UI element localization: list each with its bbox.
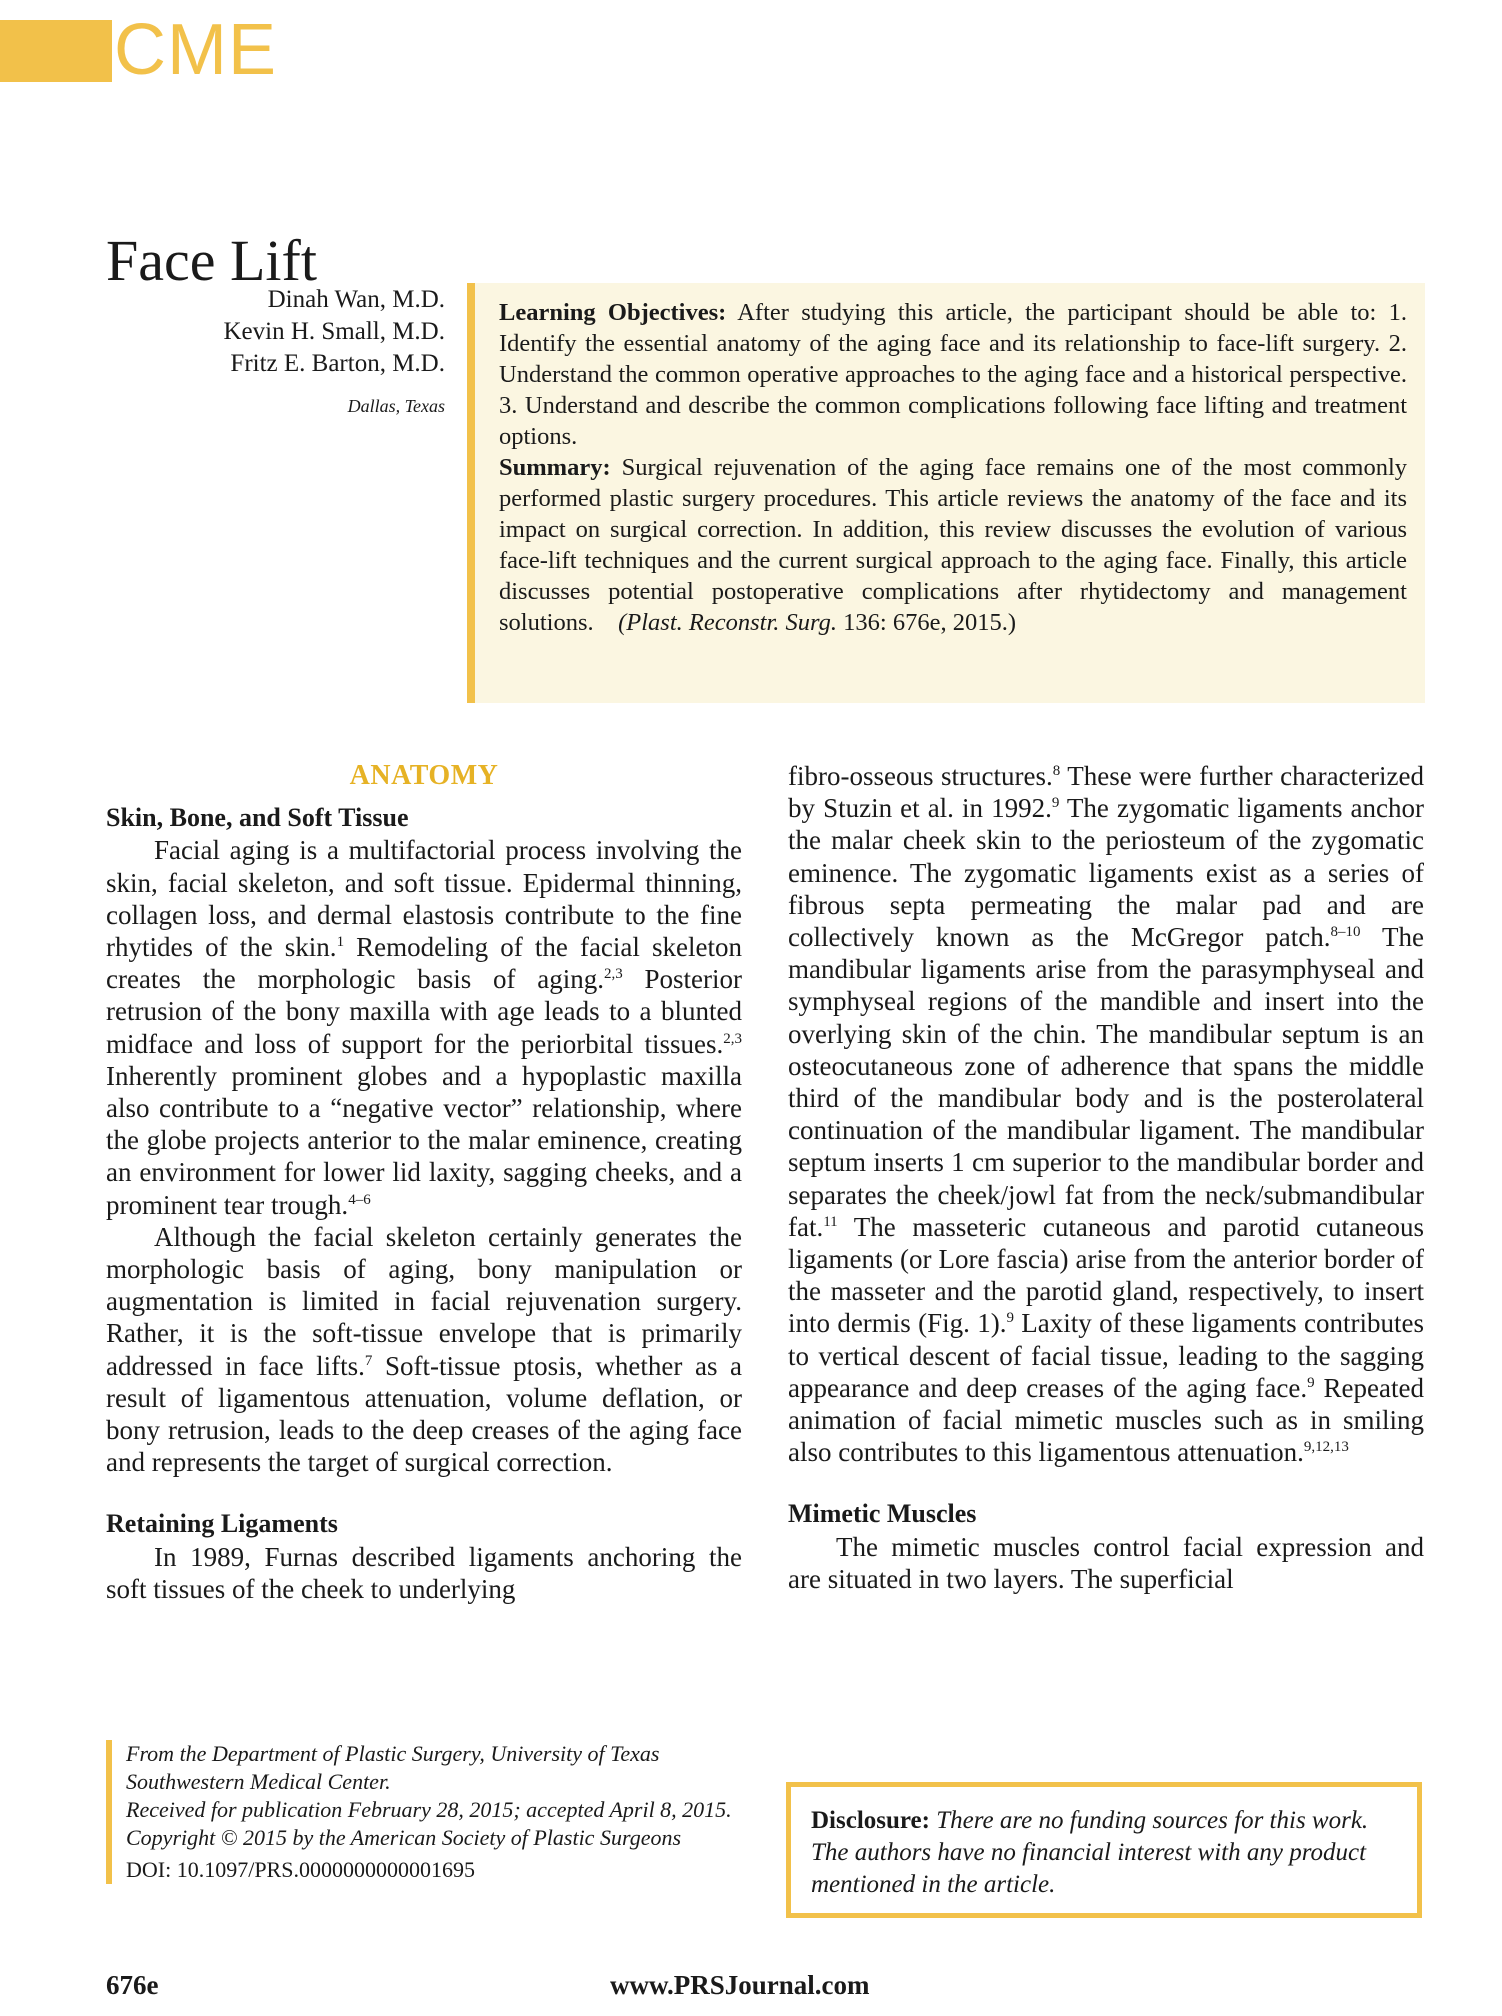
text-run: These were further characterized by Stuzin et al. in 1992. xyxy=(788,761,1424,824)
text-run: The zygomatic ligaments anchor the malar cheek skin to the periosteum of the zygomatic eminence. The zygomatic ligaments exist as a series of fibrous septa permeating the malar pad and are collectively known as the McGregor patch. xyxy=(788,793,1424,953)
abstract-box xyxy=(467,283,1425,703)
text-run: Laxity of these ligaments contributes to vertical descent of facial tissue, leading to the sagging appearance and deep creases of the aging face. xyxy=(788,1308,1424,1403)
objectives-label: Learning Objectives: xyxy=(499,299,727,326)
author-name: Kevin H. Small, M.D. xyxy=(223,318,445,345)
text-run: Soft-tissue ptosis, whether as a result of ligamentous attenuation, volume deflation, or bony retrusion, leads to the deep creases of the aging face and represents the target of surgical correction. xyxy=(106,1350,743,1478)
reference[interactable]: 8 xyxy=(1052,763,1061,779)
reference[interactable]: 9 xyxy=(1006,1310,1014,1327)
text-run: Posterior retrusion of the bony maxilla with age leads to a blunted midface and loss of support for the periorbital tissues. xyxy=(106,964,742,1059)
reference[interactable]: 7 xyxy=(364,1352,373,1369)
page-number: 676e xyxy=(106,1970,159,2000)
text-run: The mandibular ligaments arise from the parasymphyseal and symphyseal regions of the mandible and insert into the overlying skin of the chin. The mandibular septum is an osteocutaneous zone of adherence that spans the middle third of the mandibular body and is the posterolateral continuation of the mandibular ligament. The mandibular septum inserts 1 cm superior to the mandibular border and separates the cheek/jowl fat from the neck/submandibular fat. xyxy=(788,922,1424,1242)
text-run: fibro-osseous structures. xyxy=(788,761,1053,791)
text-run: Although the facial skeleton certainly generates the morphologic basis of aging, bony manipulation or augmentation is limited in facial rejuvenation surgery. Rather, it is the soft-tissue envelope that is primarily addressed in face lifts. xyxy=(106,1221,742,1381)
affiliation-block xyxy=(106,1740,742,1884)
reference[interactable]: 9 xyxy=(1051,795,1060,812)
reference[interactable]: 1 xyxy=(336,934,345,951)
subheading-mimetic-muscles: Mimetic Muscles xyxy=(788,1499,977,1529)
affiliation-copyright: Copyright © 2015 by the American Society of Plastic Surgeons xyxy=(126,1825,682,1850)
affiliation-received: Received for publication February 28, 2015; accepted April 8, 2015. xyxy=(126,1797,732,1822)
reference[interactable]: 11 xyxy=(823,1213,838,1230)
reference[interactable]: 9,12,13 xyxy=(1303,1439,1349,1456)
text-run: The masseteric cutaneous and parotid cutaneous ligaments (or Lore fascia) arise from the anterior border of the masseter and the parotid gland, respectively, to insert into dermis (Fig. 1). xyxy=(788,1211,1424,1339)
text-run: Remodeling of the facial skeleton creates the morphologic basis of aging. xyxy=(106,932,742,995)
reference[interactable]: 2,3 xyxy=(603,966,623,983)
text-run: Facial aging is a multifactorial process involving the skin, facial skeleton, and soft tissue. Epidermal thinning, collagen loss, and dermal elastosis contribute to the fine rhytides of the skin. xyxy=(106,835,742,963)
author-location: Dallas, Texas xyxy=(347,396,445,416)
paragraph: In 1989, Furnas described ligaments anchoring the soft tissues of the cheek to underlying xyxy=(106,1541,742,1604)
summary xyxy=(499,452,1407,638)
reference[interactable]: 9 xyxy=(1307,1374,1315,1391)
disclosure-box xyxy=(786,1782,1422,1918)
subheading-retaining-ligaments: Retaining Ligaments xyxy=(106,1509,338,1539)
learning-objectives xyxy=(499,297,1407,452)
cme-badge: CME xyxy=(114,10,277,90)
journal-url[interactable]: www.PRSJournal.com xyxy=(610,1970,870,2000)
text-run: Repeated animation of facial mimetic muscles such as in smiling also contributes to this ligamentous attenuation. xyxy=(788,1372,1424,1468)
paragraph xyxy=(788,760,1424,1468)
summary-text: Surgical rejuvenation of the aging face remains one of the most commonly performed plastic surgery procedures. This article reviews the anatomy of the face and its impact on surgical correction. In addition, this review discusses the evolution of various face-lift techniques and the current surgical approach to the aging face. Finally, this article discusses potential postoperative complications after rhytidectomy and management solutions. xyxy=(499,454,1408,636)
author-name: Fritz E. Barton, M.D. xyxy=(230,350,445,377)
citation-rest: 136: 676e, 2015.) xyxy=(843,609,1016,636)
left-column xyxy=(106,760,742,1605)
disclosure-label: Disclosure: xyxy=(811,1807,930,1834)
article-title: Face Lift xyxy=(106,227,317,293)
right-column xyxy=(788,760,1424,1595)
author-list xyxy=(223,284,445,422)
reference[interactable]: 4–6 xyxy=(348,1191,371,1208)
paragraph xyxy=(106,1221,742,1479)
affiliation-department: From the Department of Plastic Surgery, University of Texas Southwestern Medical Center. xyxy=(126,1741,660,1794)
summary-label: Summary: xyxy=(499,454,611,481)
doi-link[interactable]: DOI: 10.1097/PRS.0000000000001695 xyxy=(126,1857,475,1882)
section-heading-anatomy: ANATOMY xyxy=(349,760,499,791)
reference[interactable]: 8–10 xyxy=(1330,924,1361,941)
reference[interactable]: 2,3 xyxy=(723,1030,742,1047)
paragraph xyxy=(106,834,742,1220)
objectives-text: After studying this article, the participant should be able to: 1. Identify the essential anatomy of the aging face and its relationship to face-lift surgery. 2. Understand the common operative approaches to the aging face and a historical perspective. 3. Understand and describe the common complications following face lifting and treatment options. xyxy=(499,299,1407,450)
citation-journal: (Plast. Reconstr. Surg. xyxy=(618,609,838,636)
author-name: Dinah Wan, M.D. xyxy=(267,286,445,313)
disclosure-text: There are no funding sources for this work. The authors have no financial interest with any product mentioned in the article. xyxy=(811,1807,1369,1898)
subheading-skin-bone: Skin, Bone, and Soft Tissue xyxy=(106,803,409,833)
paragraph: The mimetic muscles control facial expression and are situated in two layers. The superficial xyxy=(788,1531,1424,1594)
text-run: Inherently prominent globes and a hypoplastic maxilla also contribute to a “negative vector” relationship, where the globe projects anterior to the malar eminence, creating an environment for lower lid laxity, sagging cheeks, and a prominent tear trough. xyxy=(106,1060,742,1220)
cme-accent-bar xyxy=(0,20,112,82)
